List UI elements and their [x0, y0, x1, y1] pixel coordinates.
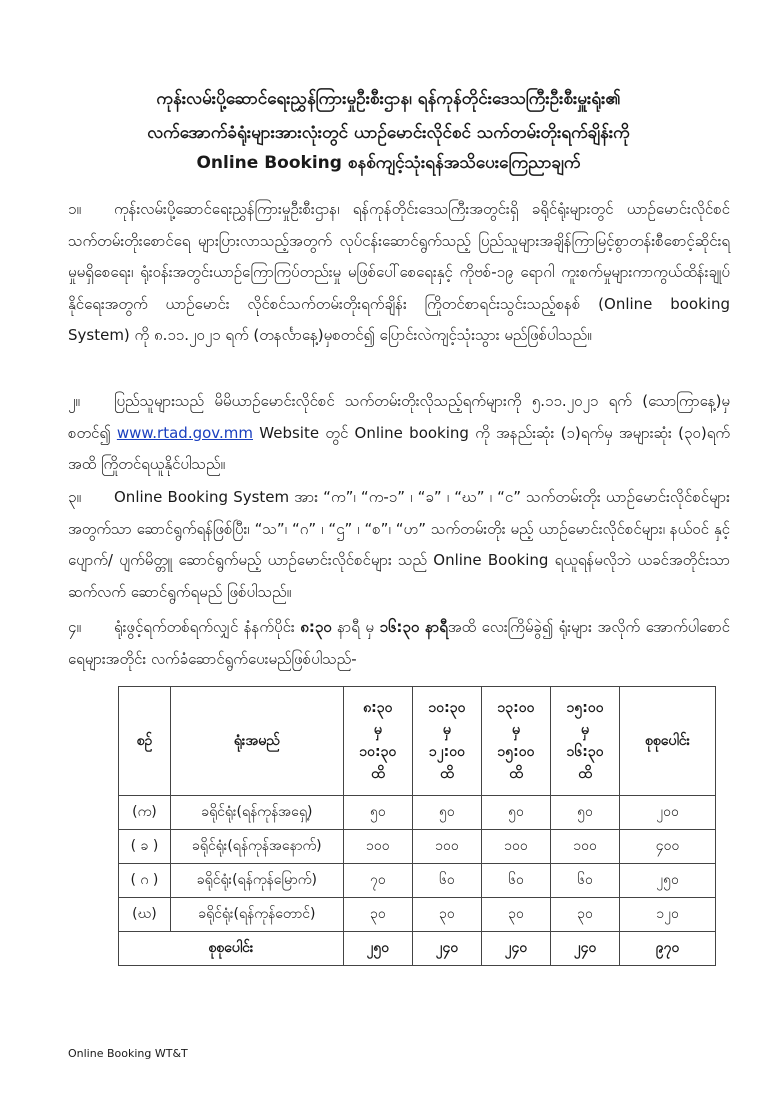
- row-slot-3: ၃၀: [481, 898, 550, 932]
- row-slot-2: ၁၀၀: [412, 830, 481, 864]
- row-slot-4: ၃၀: [551, 898, 620, 932]
- total-slot-2: ၂၄၀: [412, 932, 481, 966]
- row-total: ၂၀၀: [620, 796, 716, 830]
- table-row: [119, 830, 716, 864]
- header-slot-2: [412, 687, 481, 796]
- slot-3-from: မှ: [511, 722, 520, 738]
- slot-4-start: ၁၅:၀၀: [566, 700, 604, 716]
- paragraph-1: [68, 194, 730, 352]
- row-total: ၄၀၀: [620, 830, 716, 864]
- paragraph-1-text: ကုန်းလမ်းပို့ဆောင်ရေးညွှန်ကြားမှုဦးစီးဌာန၊ ရန်ကုန်တိုင်းဒေသကြီးအတွင်းရှိ ခရိုင်ရုံးများတွင် ယာဉ်မောင်းလိုင်စင်သက်တမ်းတိုးစောင်ရေ များပြားလာသည့်အတွက် လုပ်ငန်းဆောင်ရွက်သည့် ပြည်သူများအချိန်ကြာမြင့်စွာတန်းစီစောင့်ဆိုင်းရမှုမရှိစေရေး၊ ရုံးဝန်းအတွင်းယာဉ်ကြောကြပ်တည်းမှု မဖြစ်ပေါ်စေရေးနှင့် ကိုဗစ်-၁၉ ရောဂါ ကူးစက်မှုများကာကွယ်ထိန်းချုပ်နိုင်ရေးအတွက် ယာဉ်မောင်း လိုင်စင်သက်တမ်းတိုးရက်ချိန်း ကြိုတင်စာရင်းသွင်းသည့်စနစ် (Online booking System) ကို ၈.၁၁.၂၀၂၁ ရက် (တနင်္လာနေ့)မှစတင်၍ ပြောင်းလဲကျင့်သုံးသွား မည်ဖြစ်ပါသည်။: [68, 200, 730, 344]
- paragraph-2: [68, 386, 730, 481]
- rtad-website-link[interactable]: www.rtad.gov.mm: [116, 423, 253, 442]
- row-slot-4: ၆၀: [551, 864, 620, 898]
- footer-text: Online Booking WT&T: [68, 1047, 188, 1060]
- paragraph-3: [68, 482, 730, 608]
- paragraph-4-number: ၄။: [68, 618, 81, 636]
- row-total: ၂၅၀: [620, 864, 716, 898]
- total-slot-1: ၂၅၀: [343, 932, 412, 966]
- row-slot-2: ၆၀: [412, 864, 481, 898]
- slot-3-start: ၁၃:၀၀: [497, 700, 535, 716]
- row-slot-3: ၆၀: [481, 864, 550, 898]
- table-row: [119, 864, 716, 898]
- table-row: [119, 898, 716, 932]
- header-total: စုစုပေါင်း: [620, 687, 716, 796]
- table-total-row: [119, 932, 716, 966]
- title-line-2: လက်အောက်ခံရုံးများအားလုံးတွင် ယာဉ်မောင်းလိုင်စင် သက်တမ်းတိုးရက်ချိန်းကို: [147, 123, 630, 143]
- row-no: (က): [119, 796, 171, 830]
- row-total: ၁၂၀: [620, 898, 716, 932]
- slot-2-until: ထိ: [440, 766, 454, 782]
- paragraph-4-text-mid: နာရီ မှ: [331, 618, 380, 636]
- row-slot-3: ၁၀၀: [481, 830, 550, 864]
- paragraph-2-number: ၂။: [68, 392, 80, 410]
- end-time: ၁၆:၃၀ နာရီ: [379, 618, 448, 636]
- paragraph-3-number: ၃။: [68, 488, 81, 506]
- row-office: ခရိုင်ရုံး(ရန်ကုန်အရှေ့): [170, 796, 343, 830]
- row-office: ခရိုင်ရုံး(ရန်ကုန်မြောက်): [170, 864, 343, 898]
- slot-2-from: မှ: [442, 722, 451, 738]
- slot-1-until: ထိ: [371, 766, 385, 782]
- paragraph-4-text-before: ရုံးဖွင့်ရက်တစ်ရက်လျှင် နံနက်ပိုင်း: [114, 618, 301, 636]
- row-slot-2: ၅၀: [412, 796, 481, 830]
- slot-4-until: ထိ: [578, 766, 592, 782]
- row-office: ခရိုင်ရုံး(ရန်ကုန်တောင်): [170, 898, 343, 932]
- paragraph-4: [68, 612, 730, 675]
- total-slot-3: ၂၄၀: [481, 932, 550, 966]
- row-office: ခရိုင်ရုံး(ရန်ကုန်အနောက်): [170, 830, 343, 864]
- slot-4-end: ၁၆:၃၀: [566, 744, 604, 760]
- header-slot-4: [551, 687, 620, 796]
- row-slot-1: ၅၀: [343, 796, 412, 830]
- title-line-3: Online Booking စနစ်ကျင့်သုံးရန်အသိပေးကြေညာချက်: [196, 153, 581, 173]
- row-slot-4: ၁၀၀: [551, 830, 620, 864]
- row-no: ( ခ ): [119, 830, 171, 864]
- slot-3-end: ၁၅:၀၀: [497, 744, 535, 760]
- header-office: ရုံးအမည်: [170, 687, 343, 796]
- start-time: ၈:၃၀: [300, 618, 332, 636]
- header-slot-3: [481, 687, 550, 796]
- paragraph-4-text-after: အထိ လေးကြိမ်ခွဲ၍ ရုံးများ အလိုက် အောက်ပါစောင်ရေများအတိုင်း လက်ခံဆောင်ရွက်ပေးမည်ဖြစ်ပါသည်-: [68, 618, 731, 668]
- slot-3-until: ထိ: [509, 766, 523, 782]
- paragraph-2-text-before: ပြည်သူများသည် မိမိယာဉ်မောင်းလိုင်စင် သက်တမ်းတိုးလိုသည့်ရက်များကို ၅.၁၁.၂၀၂၁ ရက် (သောကြာနေ့)မှစတင်၍: [68, 392, 730, 442]
- table-header-row: [119, 687, 716, 796]
- slot-2-end: ၁၂:၀၀: [428, 744, 465, 760]
- row-slot-4: ၅၀: [551, 796, 620, 830]
- paragraph-1-number: ၁။: [68, 200, 81, 218]
- total-label: စုစုပေါင်း: [119, 932, 344, 966]
- title-line-1: ကုန်းလမ်းပို့ဆောင်ရေးညွှန်ကြားမှုဦးစီးဌာန၊ ရန်ကုန်တိုင်းဒေသကြီးဦးစီးမှူးရုံး၏: [156, 89, 621, 109]
- table-row: [119, 796, 716, 830]
- grand-total: ၉၇၀: [620, 932, 716, 966]
- booking-quota-table: [118, 686, 716, 966]
- total-slot-4: ၂၄၀: [551, 932, 620, 966]
- row-slot-1: ၇၀: [343, 864, 412, 898]
- paragraph-3-text: Online Booking System အား “က”၊ “က-၁” ၊ “ခ” ၊ “ဃ” ၊ “င” သက်တမ်းတိုး ယာဉ်မောင်းလိုင်စင်များအတွက်သာ ဆောင်ရွက်ရန်ဖြစ်ပြီး၊ “သ”၊ “ဂ” ၊ “ဌ” ၊ “စ”၊ “ဟ” သက်တမ်းတိုး မည့် ယာဉ်မောင်းလိုင်စင်များ၊ နယ်ဝင် နှင့် ပျောက်/ ပျက်မိတ္တူ ဆောင်ရွက်မည့် ယာဉ်မောင်းလိုင်စင်များ သည် Online Booking ရယူရန်မလိုဘဲ ယခင်အတိုင်းသာ ဆက်လက် ဆောင်ရွက်ရမည် ဖြစ်ပါသည်။: [68, 488, 730, 601]
- slot-1-start: ၈:၃၀: [363, 700, 393, 716]
- slot-1-from: မှ: [373, 722, 382, 738]
- row-slot-1: ၃၀: [343, 898, 412, 932]
- header-no: စဉ်: [119, 687, 171, 796]
- row-slot-3: ၅၀: [481, 796, 550, 830]
- slot-4-from: မှ: [581, 722, 590, 738]
- row-slot-2: ၃၀: [412, 898, 481, 932]
- slot-1-end: ၁၀:၃၀: [359, 744, 397, 760]
- row-slot-1: ၁၀၀: [343, 830, 412, 864]
- slot-2-start: ၁၀:၃၀: [428, 700, 466, 716]
- paragraph-2-text-after: Website တွင် Online booking ကို အနည်းဆုံး (၁)ရက်မှ အများဆုံး (၃၀)ရက်အထိ ကြိုတင်ရယူနိုင်ပါသည်။: [68, 423, 730, 473]
- row-no: ( ဂ ): [119, 864, 171, 898]
- row-no: (ဃ): [119, 898, 171, 932]
- header-slot-1: [343, 687, 412, 796]
